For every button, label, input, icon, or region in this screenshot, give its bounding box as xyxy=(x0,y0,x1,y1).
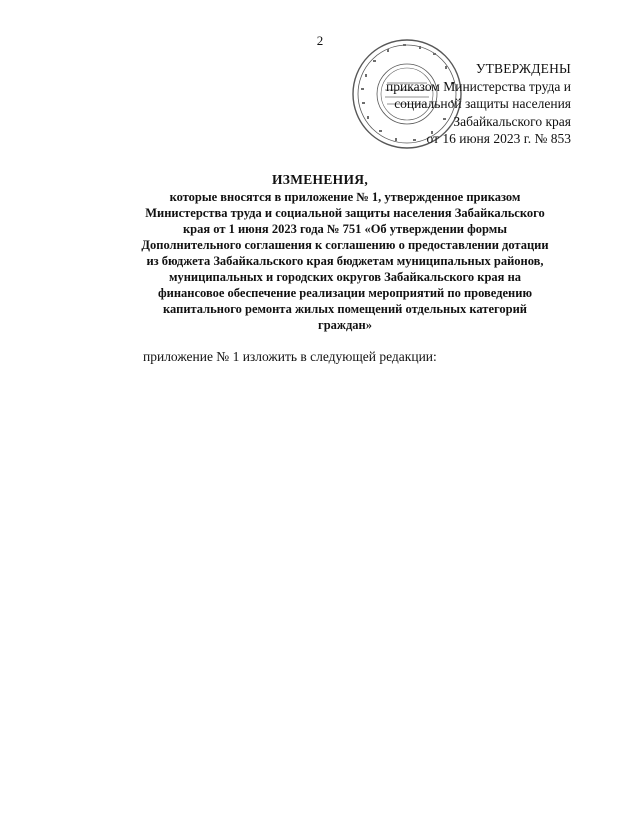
subtitle-line: граждан» xyxy=(318,318,372,332)
approval-line: социальной защиты населения xyxy=(394,96,571,111)
approval-title: УТВЕРЖДЕНЫ xyxy=(475,61,571,76)
page-number: 2 xyxy=(316,33,324,48)
subtitle-line: капитального ремонта жилых помещений отдельных категорий xyxy=(163,302,527,316)
approval-block xyxy=(386,60,571,148)
subtitle-line: которые вносятся в приложение № 1, утвержденное приказом xyxy=(169,190,521,204)
approval-line: приказом Министерства труда и xyxy=(386,78,571,94)
approval-line: Забайкальского края xyxy=(453,113,571,129)
subtitle-line: из бюджета Забайкальского края бюджетам муниципальных районов, xyxy=(146,254,544,268)
document-heading: ИЗМЕНЕНИЯ, xyxy=(271,172,368,187)
body-paragraph: приложение № 1 изложить в следующей редакции: xyxy=(143,349,437,364)
document-subtitle xyxy=(110,189,580,333)
subtitle-line: Министерства труда и социальной защиты населения Забайкальского xyxy=(145,206,545,220)
subtitle-line: Дополнительного соглашения к соглашению о предоставлении дотации xyxy=(141,238,549,252)
subtitle-line: финансовое обеспечение реализации мероприятий по проведению xyxy=(157,286,533,300)
subtitle-line: муниципальных и городских округов Забайкальского края на xyxy=(168,270,522,284)
approval-date-line: от 16 июня 2023 г. № 853 xyxy=(426,131,571,146)
subtitle-line: края от 1 июня 2023 года № 751 «Об утверждении формы xyxy=(182,222,508,236)
